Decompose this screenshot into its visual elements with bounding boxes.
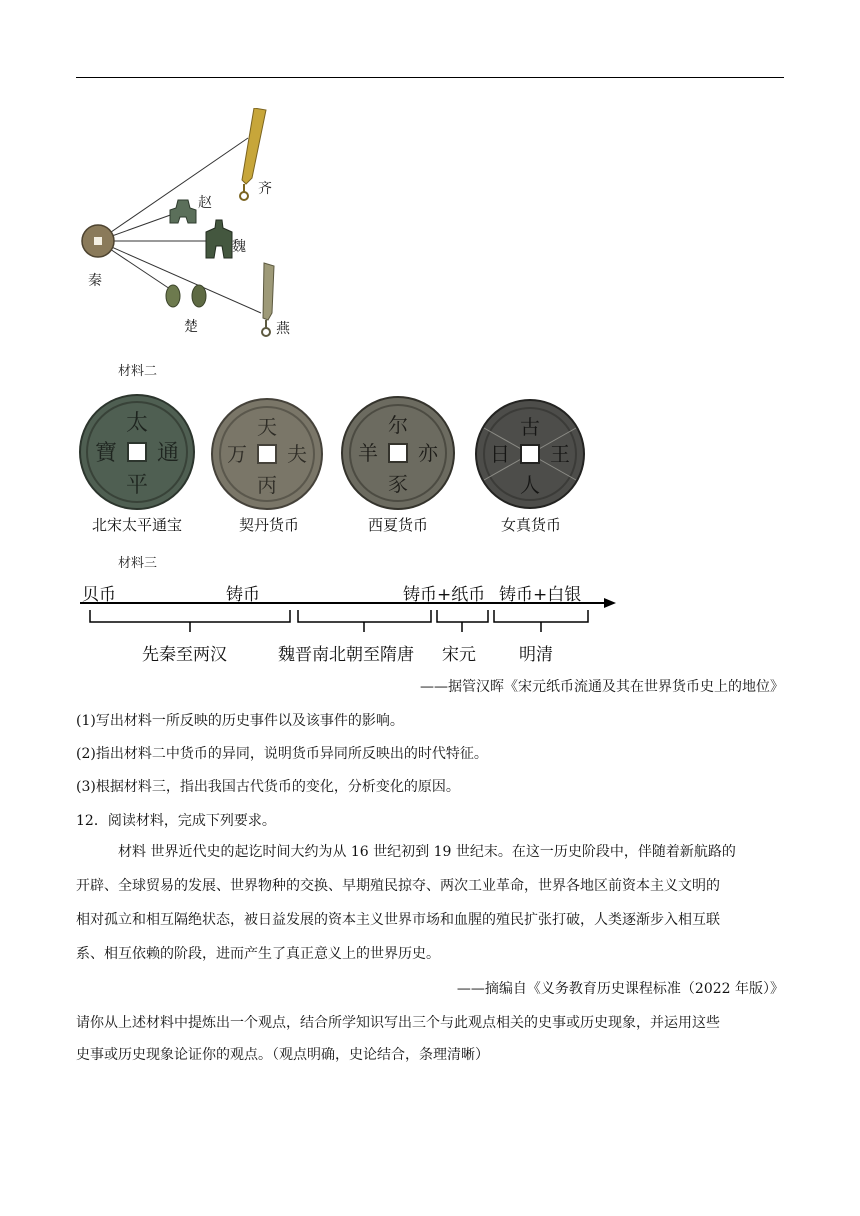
header-rule (76, 77, 784, 78)
timeline-top-label: 铸币+白银 (499, 585, 582, 605)
timeline-bottom-label: 宋元 (442, 645, 476, 665)
q12-title: 12．阅读材料，完成下列要求。 (76, 813, 276, 829)
question-3: (3)根据材料三，指出我国古代货币的变化，分析变化的原因。 (76, 779, 460, 795)
svg-text:人: 人 (520, 473, 540, 497)
svg-text:寶: 寶 (94, 441, 118, 466)
coin-row (76, 394, 596, 539)
material3-source: ——据管汉晖《宋元纸币流通及其在世界货币史上的地位》 (420, 679, 784, 695)
svg-text:丙: 丙 (257, 473, 277, 497)
svg-text:王: 王 (550, 442, 570, 466)
jurchen-coin-icon (474, 398, 588, 512)
material3-label: 材料三 (118, 556, 158, 571)
label-chu: 楚 (184, 319, 198, 335)
label-yan: 燕 (276, 321, 290, 337)
svg-text:古: 古 (520, 415, 540, 439)
question-2: (2)指出材料二中货币的异同，说明货币异同所反映出的时代特征。 (76, 746, 488, 762)
q12-prompt-line: 请你从上述材料中提炼出一个观点，结合所学知识写出三个与此观点相关的史事或历史现象，并运用这些 (76, 1015, 720, 1031)
svg-text:日: 日 (490, 442, 510, 466)
coin-caption: 北宋太平通宝 (91, 516, 182, 534)
taiping-coin-icon (76, 394, 198, 512)
coin-3 (338, 396, 458, 534)
label-zhao: 赵 (198, 195, 212, 211)
svg-text:平: 平 (125, 473, 149, 498)
timeline-top-label: 铸币 (226, 585, 260, 605)
qin-coin-icon (82, 225, 114, 257)
coin-caption: 西夏货币 (367, 516, 428, 534)
svg-text:夫: 夫 (287, 442, 307, 466)
timeline-bottom-label: 魏晋南北朝至隋唐 (278, 645, 414, 665)
svg-text:尔: 尔 (388, 413, 408, 437)
timeline-bottom-label: 明清 (519, 645, 553, 665)
svg-text:万: 万 (227, 442, 247, 466)
svg-text:亦: 亦 (418, 441, 438, 465)
timeline-top-label: 贝币 (82, 585, 116, 605)
svg-text:天: 天 (257, 415, 277, 439)
label-qi: 齐 (258, 181, 272, 197)
yan-knife-coin-icon (262, 263, 274, 336)
material2-label: 材料二 (118, 364, 158, 379)
q12-source: ——摘编自《义务教育历史课程标准（2022 年版）》 (456, 981, 784, 997)
label-qin: 秦 (88, 273, 102, 289)
svg-text:太: 太 (125, 411, 149, 436)
coin-4 (474, 398, 588, 534)
western-xia-coin-icon (338, 396, 458, 512)
chu-ant-nose-coin-icon (166, 285, 206, 307)
zhao-spade-coin-icon (170, 200, 196, 223)
coin-1 (76, 394, 198, 534)
q12-material-line: 材料 世界近代史的起讫时间大约为从 16 世纪初到 19 世纪末。在这一历史阶段中，伴随着新航路的 (118, 844, 736, 860)
coin-map-figure (76, 108, 316, 348)
q12-material-line: 系、相互依赖的阶段，进而产生了真正意义上的世界历史。 (76, 946, 440, 962)
coin-caption: 女真货币 (500, 516, 561, 534)
timeline-top-label: 铸币+纸币 (403, 585, 486, 605)
svg-text:羊: 羊 (358, 441, 378, 465)
wei-spade-coin-icon (206, 220, 232, 258)
currency-timeline (76, 578, 636, 668)
svg-text:通: 通 (156, 441, 180, 466)
svg-text:豕: 豕 (388, 472, 408, 496)
q12-material-line: 开辟、全球贸易的发展、世界物种的交换、早期殖民掠夺、两次工业革命，世界各地区前资本主义文明的 (76, 878, 720, 894)
timeline-axis (76, 596, 636, 646)
khitan-coin-icon (210, 398, 328, 512)
question-1: (1)写出材料一所反映的历史事件以及该事件的影响。 (76, 713, 404, 729)
q12-material-line: 相对孤立和相互隔绝状态，被日益发展的资本主义世界市场和血腥的殖民扩张打破，人类逐渐步入相互联 (76, 912, 720, 928)
timeline-bottom-label: 先秦至两汉 (142, 645, 227, 665)
coin-2 (210, 398, 328, 534)
coin-map (76, 108, 316, 348)
q12-material (76, 842, 784, 978)
q12-prompt-line: 史事或历史现象论证你的观点。（观点明确，史论结合，条理清晰） (76, 1047, 489, 1063)
coin-caption: 契丹货币 (238, 516, 299, 534)
label-wei: 魏 (232, 239, 246, 255)
